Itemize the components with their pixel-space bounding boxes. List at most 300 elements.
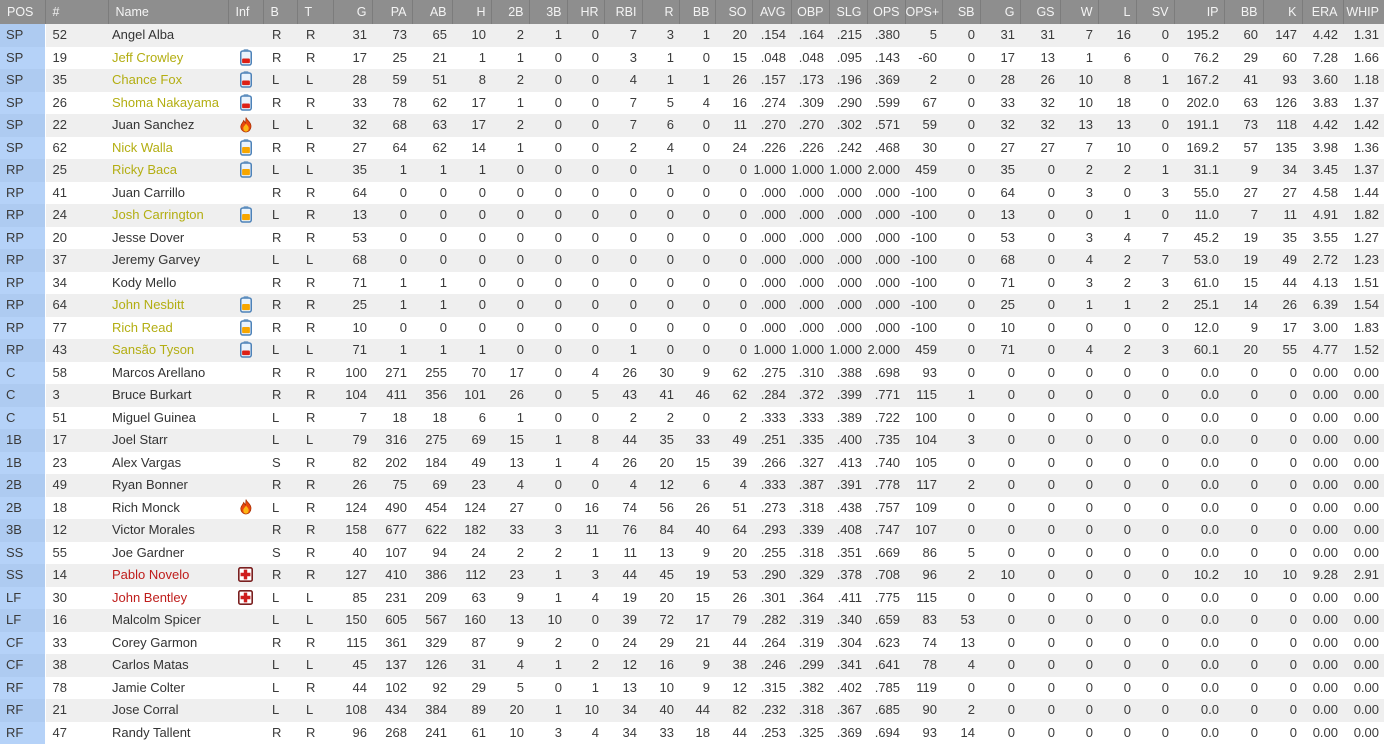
player-row[interactable] xyxy=(0,587,1384,610)
stat-era: 3.83 xyxy=(1312,94,1338,110)
stat-2b: 26 xyxy=(509,387,524,402)
stat-bb: 18 xyxy=(695,724,710,740)
column-header-k-pitching[interactable]: K xyxy=(1263,0,1302,24)
stat-so: 62 xyxy=(732,364,747,380)
bats-hand: R xyxy=(272,634,282,650)
stat-hr: 0 xyxy=(591,49,599,65)
stat-ip: 25.1 xyxy=(1193,297,1219,312)
stat-hr: 0 xyxy=(591,207,599,222)
player-row[interactable] xyxy=(0,699,1384,722)
player-row[interactable] xyxy=(0,362,1384,385)
stat-g: 158 xyxy=(345,522,367,537)
stat-hr: 0 xyxy=(591,117,599,132)
throws-hand: R xyxy=(306,522,316,537)
stat-bb: 0 xyxy=(702,409,710,425)
player-row[interactable] xyxy=(0,317,1384,340)
stat-3b: 1 xyxy=(554,454,562,470)
bats-hand: S xyxy=(272,544,281,560)
stat-rbi: 0 xyxy=(629,184,637,200)
stat-bb: 0 xyxy=(702,207,710,222)
column-header-h[interactable]: H xyxy=(452,0,491,24)
player-name-link[interactable]: Jeremy Garvey xyxy=(112,252,201,267)
player-row[interactable] xyxy=(0,294,1384,317)
stat-slg: .304 xyxy=(836,634,862,650)
stat-sv: 0 xyxy=(1161,522,1169,537)
stat-sv: 0 xyxy=(1161,657,1169,672)
stat-w: 0 xyxy=(1085,387,1093,402)
stat-sv: 0 xyxy=(1161,634,1169,650)
stat-slg: .095 xyxy=(836,49,862,65)
stat-ops+: -100 xyxy=(910,229,937,245)
stat-gs: 0 xyxy=(1047,634,1055,650)
player-info-cell xyxy=(228,542,263,565)
column-header-era[interactable]: ERA xyxy=(1302,0,1343,24)
stat-ops: .778 xyxy=(874,477,900,492)
stat-r: 0 xyxy=(666,342,674,357)
bats-hand: R xyxy=(272,94,282,110)
stat-3b: 2 xyxy=(554,544,562,560)
stat-ops: .708 xyxy=(874,567,900,582)
throws-hand: L xyxy=(306,72,314,87)
stat-l: 0 xyxy=(1123,499,1131,515)
stat-sb: 0 xyxy=(967,94,975,110)
stat-ip: 31.1 xyxy=(1193,162,1219,177)
stat-sv: 0 xyxy=(1161,477,1169,492)
stat-k: 0 xyxy=(1289,544,1297,560)
stat-rbi: 0 xyxy=(629,207,637,222)
stat-gs: 13 xyxy=(1040,49,1055,65)
stat-so: 0 xyxy=(739,342,747,357)
column-header-2b[interactable]: 2B xyxy=(491,0,529,24)
player-name-link[interactable]: Joe Gardner xyxy=(112,544,185,560)
player-name-link[interactable]: Victor Morales xyxy=(112,522,195,537)
stat-avg: .000 xyxy=(760,229,786,245)
stat-bb_pitch: 9 xyxy=(1250,162,1258,177)
player-row[interactable] xyxy=(0,182,1384,205)
stat-bb_pitch: 27 xyxy=(1243,184,1258,200)
column-header-avg[interactable]: AVG xyxy=(752,0,791,24)
stat-ops+: -100 xyxy=(910,184,937,200)
stat-ops+: 5 xyxy=(929,27,937,42)
fatigue-battery-low-red-icon xyxy=(240,72,252,87)
stat-sv: 7 xyxy=(1161,252,1169,267)
player-row[interactable] xyxy=(0,632,1384,655)
stat-hr: 0 xyxy=(591,409,599,425)
player-info-cell xyxy=(228,362,263,385)
player-row[interactable] xyxy=(0,249,1384,272)
stat-avg: .284 xyxy=(760,387,786,402)
column-header-so[interactable]: SO xyxy=(715,0,752,24)
stat-2b: 0 xyxy=(516,207,524,222)
stat-pa: 1 xyxy=(399,342,407,357)
stat-pa: 59 xyxy=(392,72,407,87)
player-row[interactable] xyxy=(0,227,1384,250)
stat-h: 17 xyxy=(471,94,486,110)
player-row[interactable] xyxy=(0,429,1384,452)
column-header-r[interactable]: R xyxy=(642,0,679,24)
column-header-g-pitching[interactable]: G xyxy=(980,0,1020,24)
column-header-slg[interactable]: SLG xyxy=(829,0,867,24)
player-name-link[interactable]: Jeff Crowley xyxy=(112,49,184,65)
column-header-whip[interactable]: WHIP xyxy=(1343,0,1384,24)
player-name-link[interactable]: Shoma Nakayama xyxy=(112,94,219,110)
bats-hand: R xyxy=(272,184,282,200)
player-name-link[interactable]: Jamie Colter xyxy=(112,679,185,695)
player-name-link[interactable]: Rich Read xyxy=(112,319,173,335)
player-name-link[interactable]: Chance Fox xyxy=(112,72,183,87)
stat-so: 26 xyxy=(732,589,747,605)
player-name-link[interactable]: Randy Tallent xyxy=(112,724,191,740)
stat-g_pitch: 0 xyxy=(1007,499,1015,515)
column-header-3b[interactable]: 3B xyxy=(529,0,567,24)
stat-pa: 410 xyxy=(385,567,407,582)
stat-ab: 0 xyxy=(439,207,447,222)
stat-l: 0 xyxy=(1123,634,1131,650)
stat-g: 104 xyxy=(345,387,367,402)
stat-sb: 0 xyxy=(967,409,975,425)
stat-gs: 0 xyxy=(1047,499,1055,515)
stat-whip: 1.82 xyxy=(1353,207,1379,222)
player-name-link[interactable]: Angel Alba xyxy=(112,27,175,42)
player-row[interactable] xyxy=(0,564,1384,587)
column-header-sv-pitching[interactable]: SV xyxy=(1136,0,1174,24)
stat-so: 0 xyxy=(739,229,747,245)
stat-bb: 26 xyxy=(695,499,710,515)
stat-whip: 0.00 xyxy=(1353,432,1379,447)
stat-slg: .351 xyxy=(836,544,862,560)
player-name-link[interactable]: Juan Carrillo xyxy=(112,184,185,200)
bats-hand: R xyxy=(272,319,282,335)
stat-k: 55 xyxy=(1282,342,1297,357)
stat-ops: .000 xyxy=(874,274,900,290)
player-name-link[interactable]: Juan Sanchez xyxy=(112,117,195,132)
stat-slg: .413 xyxy=(836,454,862,470)
player-row[interactable] xyxy=(0,159,1384,182)
player-row[interactable] xyxy=(0,519,1384,542)
stat-k: 126 xyxy=(1275,94,1297,110)
stat-bb_pitch: 0 xyxy=(1250,387,1258,402)
player-name-link[interactable]: Kody Mello xyxy=(112,274,177,290)
stat-bb: 0 xyxy=(702,297,710,312)
column-header-w-pitching[interactable]: W xyxy=(1060,0,1098,24)
stat-bb: 0 xyxy=(702,342,710,357)
player-row[interactable] xyxy=(0,497,1384,520)
stat-r: 2 xyxy=(666,409,674,425)
player-row[interactable] xyxy=(0,272,1384,295)
stat-bb_pitch: 0 xyxy=(1250,499,1258,515)
stat-ab: 94 xyxy=(432,544,447,560)
stat-so: 0 xyxy=(739,207,747,222)
stat-2b: 2 xyxy=(516,117,524,132)
stat-so: 0 xyxy=(739,184,747,200)
player-position: RP xyxy=(0,317,45,340)
player-name-link[interactable]: Jose Corral xyxy=(112,702,179,717)
player-row[interactable] xyxy=(0,722,1384,745)
stat-bb_pitch: 14 xyxy=(1243,297,1258,312)
stat-era: 4.13 xyxy=(1312,274,1338,290)
player-name-link[interactable]: Alex Vargas xyxy=(112,454,182,470)
stat-w: 13 xyxy=(1078,117,1093,132)
stat-obp: .226 xyxy=(798,139,824,155)
stat-so: 0 xyxy=(739,274,747,290)
stat-avg: .000 xyxy=(760,319,786,335)
stat-ab: 69 xyxy=(432,477,447,492)
player-name-link[interactable]: Pablo Novelo xyxy=(112,567,190,582)
bats-hand: R xyxy=(272,49,282,65)
stat-sb: 0 xyxy=(967,364,975,380)
stat-slg: .367 xyxy=(836,702,862,717)
player-name-link[interactable]: Corey Garmon xyxy=(112,634,198,650)
player-name-link[interactable]: Rich Monck xyxy=(112,499,180,515)
bats-hand: R xyxy=(272,522,282,537)
stat-r: 41 xyxy=(659,387,674,402)
stat-bb_pitch: 0 xyxy=(1250,724,1258,740)
stat-l: 1 xyxy=(1123,297,1131,312)
column-header-gs-pitching[interactable]: GS xyxy=(1020,0,1060,24)
column-header-obp[interactable]: OBP xyxy=(791,0,829,24)
stat-h: 1 xyxy=(478,49,486,65)
stat-k: 49 xyxy=(1282,252,1297,267)
stat-k: 0 xyxy=(1289,679,1297,695)
stat-hr: 10 xyxy=(584,702,599,717)
stat-h: 0 xyxy=(478,319,486,335)
stat-obp: .048 xyxy=(798,49,824,65)
stat-rbi: 0 xyxy=(629,319,637,335)
stat-obp: .299 xyxy=(798,657,824,672)
stat-k: 11 xyxy=(1283,207,1297,222)
column-header-rbi[interactable]: RBI xyxy=(604,0,642,24)
player-info-cell xyxy=(228,564,263,587)
stat-ops: .775 xyxy=(874,589,900,605)
player-row[interactable] xyxy=(0,609,1384,632)
stat-h: 0 xyxy=(478,207,486,222)
stat-obp: .327 xyxy=(798,454,824,470)
player-row[interactable] xyxy=(0,654,1384,677)
player-jersey-number: 37 xyxy=(52,252,67,267)
stat-3b: 0 xyxy=(554,387,562,402)
column-header-b[interactable]: B xyxy=(263,0,297,24)
column-header-ops[interactable]: OPS xyxy=(867,0,905,24)
player-info-cell xyxy=(228,317,263,340)
player-name-link[interactable]: Nick Walla xyxy=(112,139,173,155)
stat-ip: 76.2 xyxy=(1193,49,1219,65)
stat-l: 0 xyxy=(1123,387,1131,402)
player-row[interactable] xyxy=(0,677,1384,700)
stat-2b: 2 xyxy=(516,72,524,87)
stat-ops: .659 xyxy=(874,612,900,627)
bats-hand: L xyxy=(272,252,280,267)
stat-l: 0 xyxy=(1123,612,1131,627)
stat-h: 182 xyxy=(464,522,486,537)
column-header-inf[interactable]: Inf xyxy=(228,0,263,24)
stat-k: 0 xyxy=(1289,454,1297,470)
stat-gs: 32 xyxy=(1040,117,1055,132)
column-header-ops+[interactable]: OPS+ xyxy=(905,0,942,24)
stat-3b: 3 xyxy=(554,522,562,537)
player-name-link[interactable]: Miguel Guinea xyxy=(112,409,196,425)
player-position: RP xyxy=(0,227,45,250)
table-header xyxy=(0,0,1384,24)
stat-sv: 3 xyxy=(1161,184,1169,200)
stat-g_pitch: 0 xyxy=(1007,679,1015,695)
player-name-link[interactable]: Joel Starr xyxy=(112,432,168,447)
stat-g: 68 xyxy=(352,252,367,267)
column-header-hr[interactable]: HR xyxy=(567,0,604,24)
stat-r: 0 xyxy=(666,184,674,200)
stat-bb_pitch: 0 xyxy=(1250,409,1258,425)
fatigue-battery-half-orange-icon xyxy=(240,207,252,222)
stat-gs: 0 xyxy=(1047,657,1055,672)
player-name-link[interactable]: Jesse Dover xyxy=(112,229,185,245)
stat-sv: 0 xyxy=(1161,117,1169,132)
stat-so: 82 xyxy=(732,702,747,717)
stat-sv: 0 xyxy=(1161,454,1169,470)
bats-hand: L xyxy=(272,679,280,695)
stat-hr: 2 xyxy=(591,657,599,672)
stat-so: 4 xyxy=(739,477,747,492)
column-header-bb[interactable]: BB xyxy=(679,0,715,24)
player-name-link[interactable]: Ryan Bonner xyxy=(112,477,188,492)
stat-ip: 61.0 xyxy=(1193,274,1219,290)
stat-ab: 1 xyxy=(439,274,447,290)
player-name-link[interactable]: Marcos Arellano xyxy=(112,364,206,380)
stat-avg: .157 xyxy=(760,72,786,87)
column-header-bb-pitching[interactable]: BB xyxy=(1224,0,1263,24)
stat-whip: 0.00 xyxy=(1353,657,1379,672)
player-info-cell xyxy=(228,609,263,632)
stat-w: 0 xyxy=(1085,589,1093,605)
player-row[interactable] xyxy=(0,204,1384,227)
stat-bb: 0 xyxy=(702,319,710,335)
stat-rbi: 43 xyxy=(622,387,637,402)
player-position: LF xyxy=(0,587,45,610)
column-header-sb[interactable]: SB xyxy=(942,0,980,24)
stat-sv: 7 xyxy=(1161,229,1169,245)
stat-obp: .318 xyxy=(798,544,824,560)
stat-g: 45 xyxy=(352,657,367,672)
stat-gs: 0 xyxy=(1047,612,1055,627)
stat-bb: 15 xyxy=(695,589,710,605)
stat-ops: .685 xyxy=(874,702,900,717)
stat-obp: .173 xyxy=(798,72,824,87)
player-name-link[interactable]: Ricky Baca xyxy=(112,162,178,177)
player-position: RP xyxy=(0,204,45,227)
column-header-#[interactable]: # xyxy=(45,0,108,24)
player-row[interactable] xyxy=(0,452,1384,475)
stat-ab: 241 xyxy=(425,724,447,740)
column-header-name[interactable]: Name xyxy=(108,0,228,24)
column-header-g[interactable]: G xyxy=(333,0,372,24)
stat-era: 4.42 xyxy=(1312,117,1338,132)
column-header-l-pitching[interactable]: L xyxy=(1098,0,1136,24)
stat-so: 53 xyxy=(732,567,747,582)
player-jersey-number: 17 xyxy=(52,432,67,447)
player-name-link[interactable]: Malcolm Spicer xyxy=(112,612,201,627)
stat-3b: 0 xyxy=(554,229,562,245)
stat-sv: 3 xyxy=(1161,274,1169,290)
stat-bb_pitch: 0 xyxy=(1250,634,1258,650)
stat-era: 4.42 xyxy=(1312,27,1338,42)
stat-rbi: 4 xyxy=(629,477,637,492)
stat-gs: 0 xyxy=(1047,432,1055,447)
stat-era: 0.00 xyxy=(1312,679,1338,695)
player-info-cell xyxy=(228,699,263,722)
stat-hr: 0 xyxy=(591,274,599,290)
stat-sv: 0 xyxy=(1161,139,1169,155)
stat-bb_pitch: 0 xyxy=(1250,679,1258,695)
column-header-pos[interactable]: POS xyxy=(0,0,45,24)
stat-w: 0 xyxy=(1085,724,1093,740)
stat-ops: .571 xyxy=(874,117,900,132)
player-name-link[interactable]: John Bentley xyxy=(112,589,188,605)
player-info-cell xyxy=(228,519,263,542)
stat-2b: 1 xyxy=(516,139,524,155)
stat-ops+: 107 xyxy=(915,522,937,537)
fatigue-battery-low-red-icon xyxy=(240,342,252,357)
bats-hand: R xyxy=(272,139,282,155)
player-name-link[interactable]: Bruce Burkart xyxy=(112,387,192,402)
throws-hand: L xyxy=(306,657,314,672)
player-name-link[interactable]: John Nesbitt xyxy=(112,297,185,312)
player-row[interactable] xyxy=(0,114,1384,137)
stat-ops+: 459 xyxy=(915,162,937,177)
column-header-ab[interactable]: AB xyxy=(412,0,452,24)
throws-hand: R xyxy=(306,139,316,155)
stat-ip: 0.0 xyxy=(1200,679,1219,695)
stat-rbi: 7 xyxy=(629,27,637,42)
stat-so: 20 xyxy=(732,27,747,42)
throws-hand: R xyxy=(306,49,316,65)
player-row[interactable] xyxy=(0,47,1384,70)
stat-bb_pitch: 0 xyxy=(1250,657,1258,672)
stat-g: 71 xyxy=(352,274,367,290)
stat-slg: .411 xyxy=(837,589,862,605)
stat-avg: 1.000 xyxy=(753,162,786,177)
column-header-pa[interactable]: PA xyxy=(372,0,412,24)
stat-whip: 0.00 xyxy=(1353,499,1379,515)
player-row[interactable] xyxy=(0,69,1384,92)
player-position: RP xyxy=(0,294,45,317)
player-info-cell xyxy=(228,204,263,227)
column-header-ip-pitching[interactable]: IP xyxy=(1174,0,1224,24)
player-row[interactable] xyxy=(0,339,1384,362)
stat-sv: 1 xyxy=(1161,162,1169,177)
player-name-link[interactable]: Josh Carrington xyxy=(112,207,204,222)
stat-era: 0.00 xyxy=(1312,364,1338,380)
player-name-link[interactable]: Sansão Tyson xyxy=(112,342,195,357)
player-row[interactable] xyxy=(0,384,1384,407)
player-row[interactable] xyxy=(0,137,1384,160)
stat-sb: 0 xyxy=(967,162,975,177)
player-row[interactable] xyxy=(0,24,1384,47)
stat-era: 0.00 xyxy=(1312,634,1338,650)
stat-w: 0 xyxy=(1085,522,1093,537)
stat-g: 33 xyxy=(352,94,367,110)
stat-sb: 0 xyxy=(967,499,975,515)
player-row[interactable] xyxy=(0,407,1384,430)
stat-so: 62 xyxy=(732,387,747,402)
stat-so: 0 xyxy=(739,252,747,267)
player-row[interactable] xyxy=(0,542,1384,565)
stat-so: 16 xyxy=(732,94,747,110)
stat-sb: 0 xyxy=(967,27,975,42)
player-row[interactable] xyxy=(0,92,1384,115)
stat-obp: .319 xyxy=(798,612,824,627)
stat-ops+: 67 xyxy=(922,94,937,110)
player-name-link[interactable]: Carlos Matas xyxy=(112,657,189,672)
column-header-t[interactable]: T xyxy=(297,0,333,24)
player-row[interactable] xyxy=(0,474,1384,497)
